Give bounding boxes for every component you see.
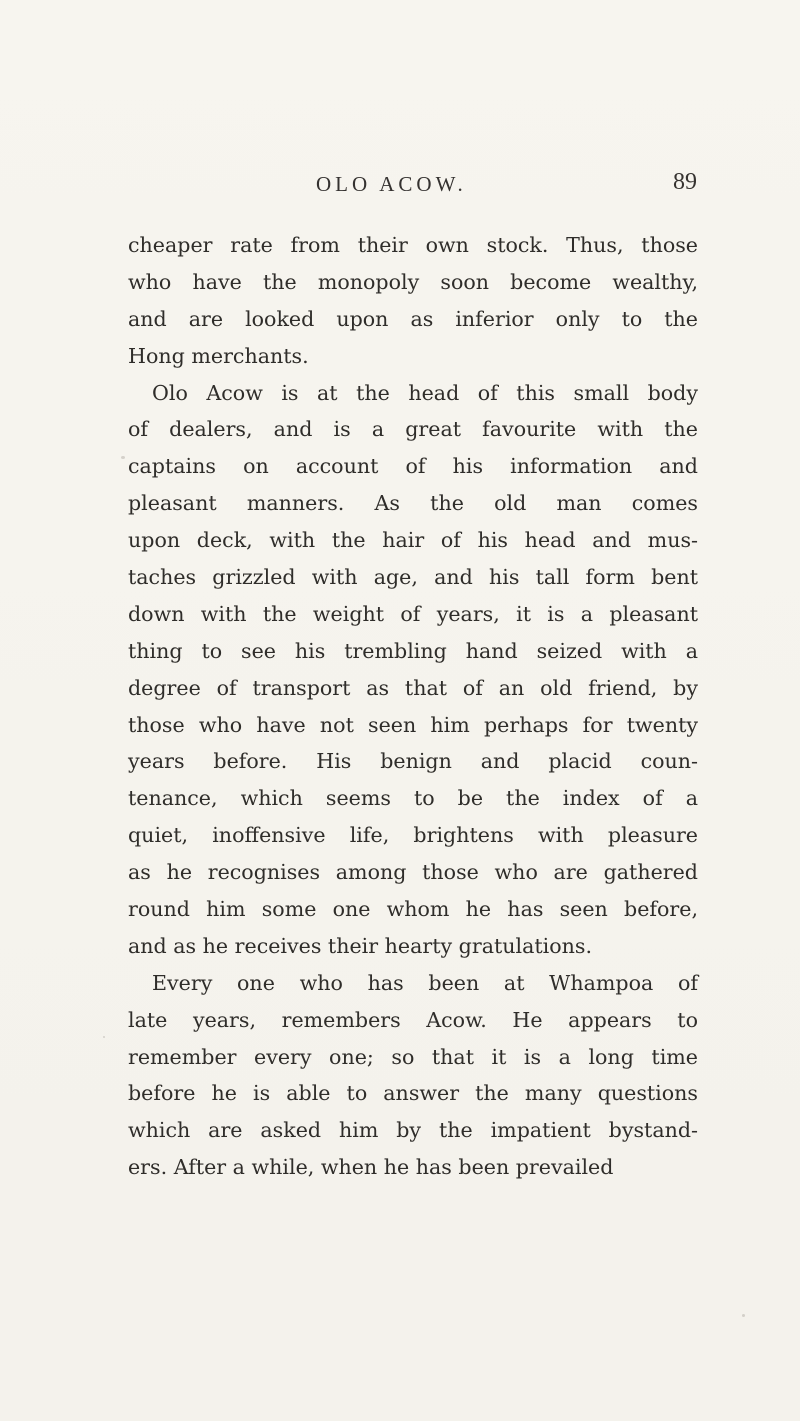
paper-speck <box>103 1036 105 1038</box>
text-line: tenance, which seems to be the index of a <box>128 786 698 811</box>
paper-speck <box>742 1314 745 1317</box>
paper-speck <box>121 456 125 459</box>
text-line: thing to see his trembling hand seized with a <box>128 638 698 663</box>
text-line: pleasant manners. As the old man comes <box>128 491 698 516</box>
text-line: and are looked upon as inferior only to the <box>128 306 698 331</box>
text-line: which are asked him by the impatient bystand- <box>128 1118 698 1143</box>
text-line: late years, remembers Acow. He appears to <box>128 1007 698 1032</box>
text-line: Every one who has been at Whampoa of <box>152 970 698 995</box>
text-line: remember every one; so that it is a long time <box>128 1044 698 1069</box>
text-line: degree of transport as that of an old friend, by <box>128 675 698 700</box>
text-line: who have the monopoly soon become wealthy, <box>128 269 698 294</box>
body-text <box>128 227 698 1186</box>
text-line: and as he receives their hearty gratulations. <box>128 933 593 958</box>
running-head: OLO ACOW. <box>316 172 467 196</box>
text-line: round him some one whom he has seen before, <box>128 897 698 922</box>
text-line: years before. His benign and placid coun- <box>128 749 698 774</box>
page-number: 89 <box>673 169 697 195</box>
text-line: of dealers, and is a great favourite with the <box>128 417 698 442</box>
text-line: down with the weight of years, it is a pleasant <box>128 601 698 626</box>
text-line: cheaper rate from their own stock. Thus, those <box>128 233 698 257</box>
text-line: quiet, inoffensive life, brightens with pleasure <box>128 823 698 848</box>
text-line: Hong merchants. <box>128 343 309 368</box>
page-header <box>122 168 712 202</box>
text-line: those who have not seen him perhaps for twenty <box>128 712 698 737</box>
text-line: upon deck, with the hair of his head and mus- <box>128 528 698 553</box>
text-line: Olo Acow is at the head of this small body <box>152 380 698 405</box>
text-line: captains on account of his information and <box>128 454 698 479</box>
text-line: before he is able to answer the many questions <box>128 1081 698 1106</box>
text-line: as he recognises among those who are gathered <box>128 860 698 885</box>
text-line: ers. After a while, when he has been prevailed <box>128 1155 614 1180</box>
text-line: taches grizzled with age, and his tall form bent <box>128 565 698 590</box>
